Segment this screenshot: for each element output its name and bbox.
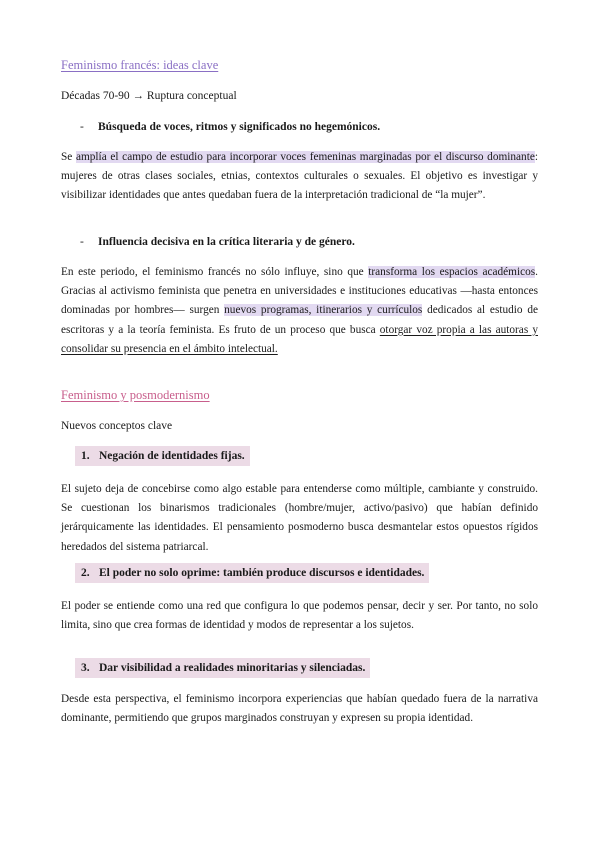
paragraph-visibilidad: Desde esta perspectiva, el feminismo incorpora experiencias que habían quedado fuera de la narrativa dominante, permitiendo que grupos marginados construyan y expresen su propia identidad. (61, 693, 538, 725)
paragraph-identidades-fijas: El sujeto deja de concebirse como algo estable para entenderse como múltiple, cambiante y construido. Se cuestionan los binarismos tradicionales (hombre/mujer, activo/pasivo) que habían definido jerárquicamente las identidades. El pensamiento posmoderno busca desmantelar estos opuestos rígidos heredados del sistema patriarcal. (61, 483, 538, 553)
item-number: 1. (81, 450, 90, 462)
paragraph-voces-marginadas (61, 148, 538, 206)
item-number: 2. (81, 567, 90, 579)
subtitle-nuevos-conceptos: Nuevos conceptos clave (61, 420, 173, 432)
bullet-dash: - (80, 236, 84, 248)
numbered-heading-3 (75, 658, 370, 678)
para2-highlight-1: transforma los espacios académicos (368, 266, 536, 278)
bullet-dash: - (80, 121, 84, 133)
para1-highlight: amplía el campo de estudio para incorporar voces femeninas marginadas por el discurso dominante (75, 151, 535, 163)
para2-s1: En este periodo, el feminismo francés no sólo influye, sino que (61, 266, 369, 278)
paragraph-espacios-academicos (61, 263, 538, 359)
paragraph-poder: El poder se entiende como una red que configura lo que podemos pensar, decir y ser. Por tanto, no solo limita, sino que crea formas de identidad y modos de representar a los sujetos. (61, 600, 538, 632)
numbered-heading-3-text: Dar visibilidad a realidades minoritarias y silenciadas. (99, 662, 366, 674)
para1-post: : mujeres de otras clases sociales, etnias, contextos culturales o sexuales. El objetivo es investigar y visibilizar identidades que antes quedaban fuera de la interpretación tradicional de “la mujer”. (61, 151, 538, 202)
section-title-posmodernismo: Feminismo y posmodernismo (61, 388, 210, 402)
para2-underlined: otorgar voz propia a las autoras y consolidar su presencia en el ámbito intelectual. (61, 323, 538, 355)
bullet-item-1 (80, 121, 540, 133)
section-title-feminismo-frances: Feminismo francés: ideas clave (61, 58, 219, 72)
para2-s3: dedicados al estudio de escritoras y a la teoría feminista. Es fruto de un proceso que busca (61, 304, 538, 336)
item-number: 3. (81, 662, 90, 674)
numbered-heading-2 (75, 563, 429, 583)
numbered-heading-2-text: El poder no solo oprime: también produce discursos e identidades. (99, 567, 425, 579)
bullet-item-2-text: Influencia decisiva en la crítica literaria y de género. (98, 236, 355, 248)
numbered-heading-1-text: Negación de identidades fijas. (99, 450, 245, 462)
para2-highlight-2: nuevos programas, itinerarios y currículos (224, 304, 423, 317)
bullet-item-1-text: Búsqueda de voces, ritmos y significados no hegemónicos. (98, 121, 381, 133)
decades-line: Décadas 70-90 → Ruptura conceptual (61, 90, 237, 102)
para2-s2: . Gracias al activismo feminista que penetra en universidades e instituciones educativas —hasta entonces dominadas por hombres— surgen (61, 266, 538, 317)
numbered-heading-1 (75, 446, 250, 466)
para1-pre: Se (61, 151, 76, 163)
bullet-item-2 (80, 236, 540, 248)
